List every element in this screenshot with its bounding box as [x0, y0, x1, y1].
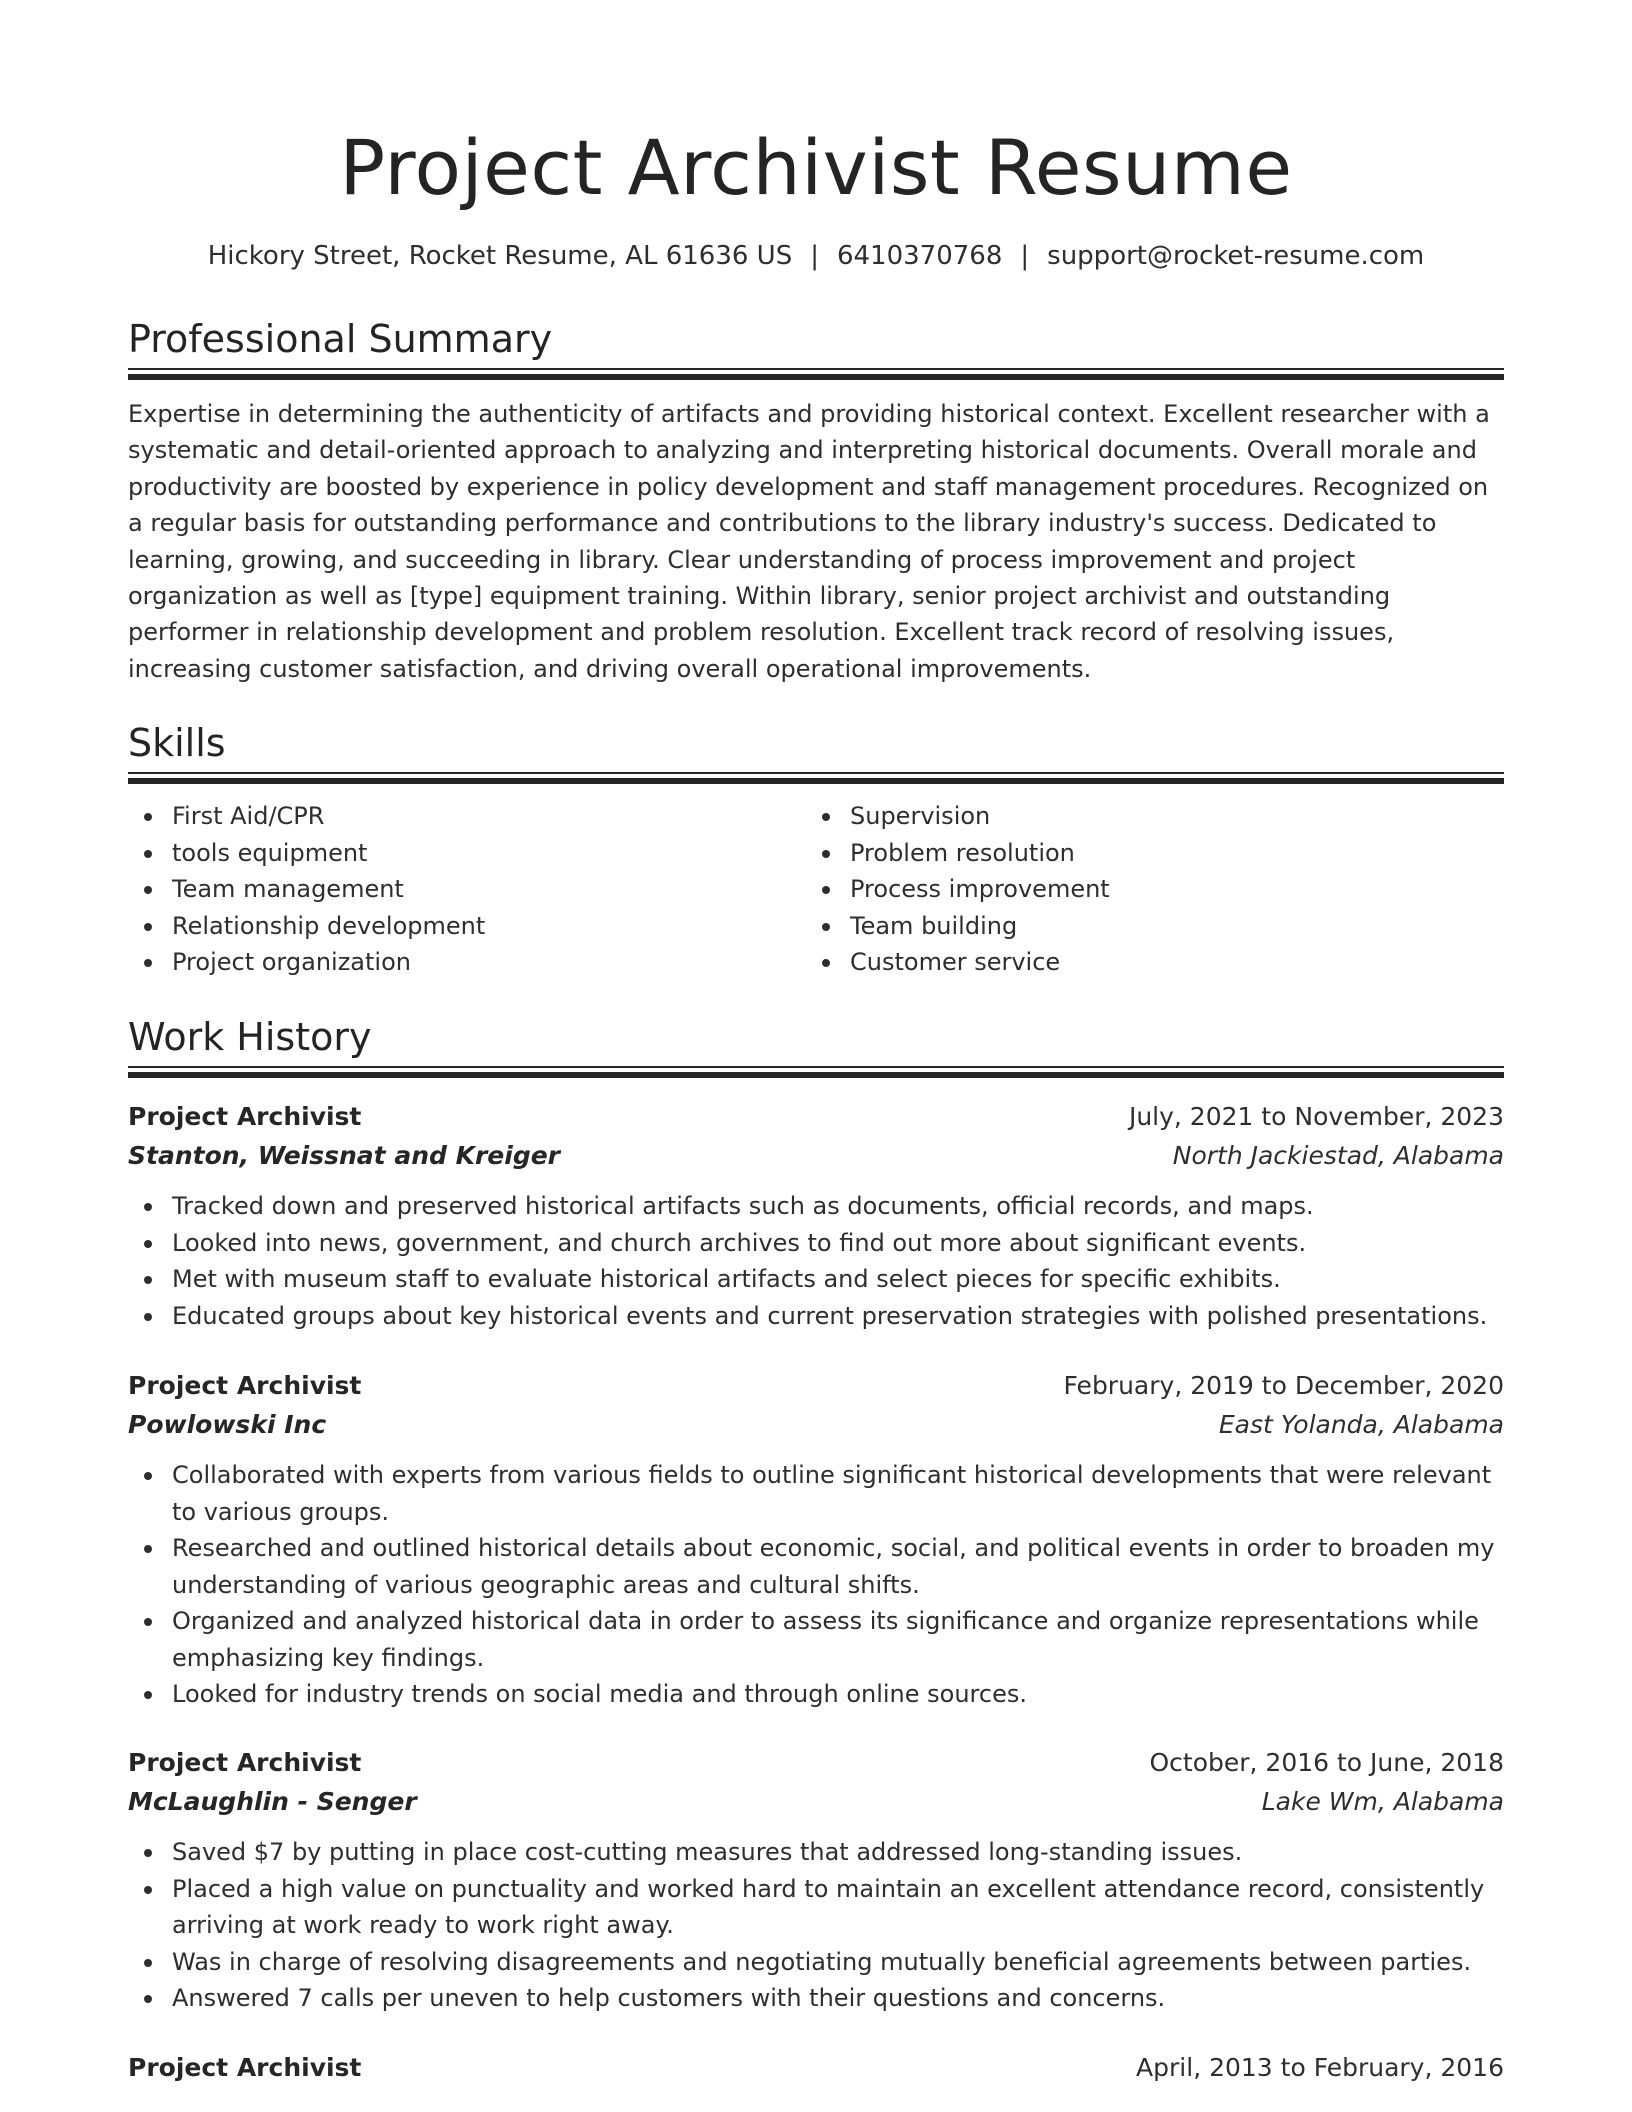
list-item: [128, 1871, 1504, 1944]
bullet-icon: [822, 886, 830, 894]
contact-separator: |: [810, 241, 819, 271]
list-item: [128, 908, 806, 945]
list-item-text: tools equipment: [172, 838, 368, 867]
list-item-text: Customer service: [850, 948, 1061, 976]
skills-section: [128, 718, 1504, 981]
bullet-icon: [822, 923, 830, 931]
skills-list-left: [128, 798, 806, 981]
bullet-icon: [144, 959, 152, 967]
bullet-icon: [144, 1618, 152, 1626]
summary-heading: Professional Summary: [128, 317, 553, 361]
list-item-text: Looked for industry trends on social media and through online sources.: [172, 1680, 1027, 1708]
list-item-text: Looked into news, government, and church archives to find out more about significant events.: [172, 1228, 1307, 1257]
job-title: Project Archivist: [128, 1102, 362, 1131]
bullet-icon: [144, 1545, 152, 1553]
resume-title: Project Archivist Resume: [339, 123, 1293, 212]
job-company: Powlowski Inc: [128, 1410, 327, 1439]
list-item: [128, 1603, 1504, 1676]
job-location: East Yolanda, Alabama: [1218, 1410, 1504, 1439]
list-item-text: Team building: [850, 911, 1018, 940]
job-entry: [128, 2049, 1504, 2087]
list-item-text: First Aid/CPR: [172, 802, 325, 830]
bullet-icon: [144, 850, 152, 858]
contact-line: [128, 238, 1504, 274]
bullet-icon: [822, 813, 830, 821]
bullet-icon: [144, 1472, 152, 1480]
bullet-icon: [144, 1959, 152, 1967]
list-item: [806, 835, 1484, 872]
bullet-icon: [144, 1691, 152, 1699]
job-bullets: [128, 1834, 1504, 2017]
list-item: [128, 1944, 1504, 1981]
contact-email[interactable]: support@rocket-resume.com: [1047, 241, 1425, 271]
section-rule: [128, 374, 1504, 380]
list-item-text: Problem resolution: [850, 838, 1075, 867]
list-item-text: Organized and analyzed historical data in order to assess its significance and organize representations while emphasizing key findings.: [172, 1607, 1479, 1672]
bullet-icon: [144, 1849, 152, 1857]
section-rule: [128, 778, 1504, 784]
summary-text: Expertise in determining the authenticity of artifacts and providing historical context. Excellent researcher with a systematic and detail-oriented approach to analyzing and interpreting historical documents. Overall morale and productivity are boosted by experience in policy development and staff management procedures. Recognized on a regular basis for outstanding performance and contributions to the library industry's success. Dedicated to learning, growing, and succeeding in library. Clear understanding of process improvement and project organization as well as [type] equipment training. Within library, senior project archivist and outstanding performer in relationship development and problem resolution. Excellent track record of resolving issues, increasing customer satisfaction, and driving overall operational improvements.: [128, 400, 1490, 683]
job-entry: [128, 1744, 1504, 2017]
job-company: Stanton, Weissnat and Kreiger: [128, 1141, 561, 1170]
list-item: [128, 1834, 1504, 1871]
job-dates: October, 2016 to June, 2018: [1149, 1748, 1504, 1777]
contact-address: Hickory Street, Rocket Resume, AL 61636 US: [207, 241, 793, 271]
job-entry: [128, 1367, 1504, 1713]
job-dates: April, 2013 to February, 2016: [1136, 2053, 1504, 2082]
list-item: [806, 871, 1484, 908]
list-item-text: Supervision: [850, 802, 991, 830]
summary-section: [128, 314, 1504, 687]
skills-columns: [128, 798, 1504, 981]
job-location: Lake Wm, Alabama: [1261, 1787, 1504, 1816]
bullet-icon: [144, 1995, 152, 2003]
skills-heading: Skills: [128, 721, 226, 765]
bullet-icon: [144, 1313, 152, 1321]
section-rule: [128, 1072, 1504, 1078]
list-item: [128, 835, 806, 872]
list-item-text: Relationship development: [172, 911, 486, 940]
contact-phone: 6410370768: [836, 241, 1003, 271]
list-item-text: Team management: [172, 875, 404, 903]
job-title: Project Archivist: [128, 1371, 362, 1400]
list-item-text: Met with museum staff to evaluate historical artifacts and select pieces for specific exhibits.: [172, 1265, 1281, 1293]
list-item-text: Was in charge of resolving disagreements and negotiating mutually beneficial agreements between parties.: [172, 1947, 1472, 1976]
list-item-text: Project organization: [172, 948, 411, 976]
list-item: [128, 1298, 1504, 1335]
job-dates: July, 2021 to November, 2023: [1128, 1102, 1504, 1131]
list-item: [128, 871, 806, 908]
bullet-icon: [144, 813, 152, 821]
list-item-text: Tracked down and preserved historical artifacts such as documents, official records, and maps.: [172, 1192, 1314, 1220]
bullet-icon: [822, 959, 830, 967]
job-bullets: [128, 1457, 1504, 1713]
job-title: Project Archivist: [128, 1748, 362, 1777]
list-item: [128, 1261, 1504, 1298]
bullet-icon: [144, 1240, 152, 1248]
list-item: [128, 1225, 1504, 1262]
bullet-icon: [144, 886, 152, 894]
contact-separator: |: [1020, 241, 1030, 271]
list-item-text: Answered 7 calls per uneven to help customers with their questions and concerns.: [172, 1984, 1166, 2012]
job-bullets: [128, 1188, 1504, 1334]
list-item: [128, 1457, 1504, 1530]
list-item: [806, 944, 1484, 981]
work-history-heading: Work History: [128, 1015, 372, 1059]
skills-list-right: [806, 798, 1484, 981]
bullet-icon: [144, 1276, 152, 1284]
list-item: [128, 1676, 1504, 1713]
list-item-text: Collaborated with experts from various fields to outline significant historical developments that were relevant to various groups.: [172, 1461, 1492, 1526]
list-item: [806, 798, 1484, 835]
list-item: [128, 798, 806, 835]
job-title: Project Archivist: [128, 2053, 362, 2082]
job-entry: [128, 1098, 1504, 1334]
job-company: McLaughlin - Senger: [128, 1787, 417, 1816]
bullet-icon: [144, 1886, 152, 1894]
bullet-icon: [144, 1203, 152, 1211]
bullet-icon: [822, 850, 830, 858]
list-item: [806, 908, 1484, 945]
list-item-text: Educated groups about key historical events and current preservation strategies with polished presentations.: [172, 1301, 1488, 1330]
list-item: [128, 1980, 1504, 2017]
job-location: North Jackiestad, Alabama: [1172, 1141, 1504, 1170]
list-item-text: Process improvement: [850, 875, 1110, 903]
job-dates: February, 2019 to December, 2020: [1063, 1371, 1504, 1400]
bullet-icon: [144, 923, 152, 931]
list-item: [128, 1530, 1504, 1603]
list-item-text: Researched and outlined historical details about economic, social, and political events in order to broaden my understanding of various geographic areas and cultural shifts.: [172, 1534, 1495, 1599]
list-item-text: Placed a high value on punctuality and worked hard to maintain an excellent attendance record, consistently arriving at work ready to work right away.: [172, 1874, 1485, 1939]
list-item: [128, 944, 806, 981]
list-item-text: Saved $7 by putting in place cost-cutting measures that addressed long-standing issues.: [172, 1838, 1243, 1866]
list-item: [128, 1188, 1504, 1225]
work-history-section: [128, 1012, 1504, 1078]
